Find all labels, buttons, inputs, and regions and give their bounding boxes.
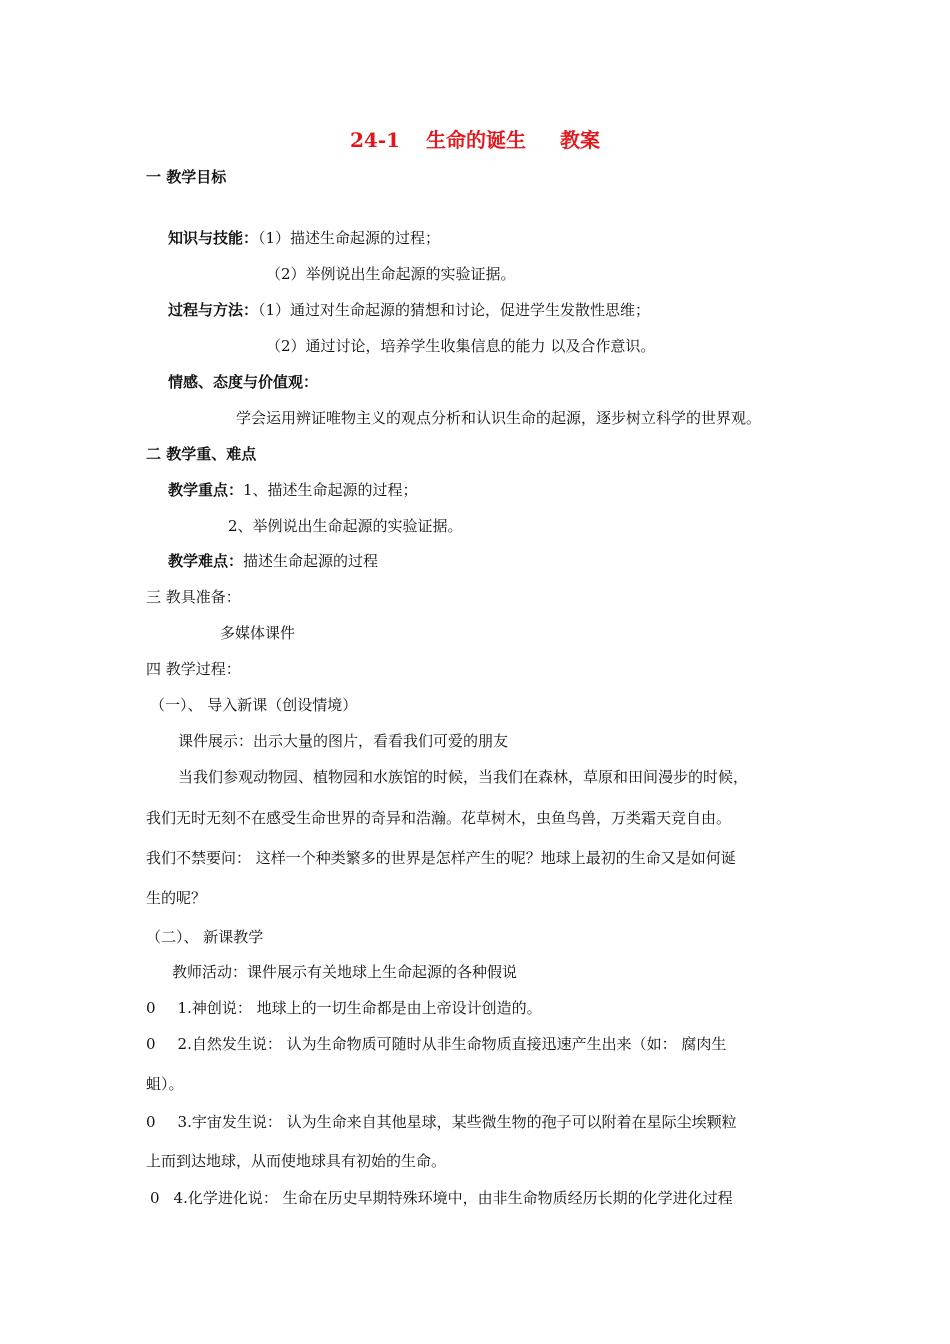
list-item-text: 1.神创说： 地球上的一切生命都是由上帝设计创造的。: [177, 999, 542, 1017]
knowledge-item-2: （2）举例说出生命起源的实验证据。: [266, 265, 516, 283]
subsection-new-lesson: （二）、 新课教学: [146, 928, 264, 946]
list-item-text: 2.自然发生说： 认为生命物质可随时从非生命物质直接迅速产生出来（如： 腐肉生: [177, 1035, 727, 1053]
list-bullet: 0: [150, 1189, 160, 1207]
knowledge-label: 知识与技能：: [168, 229, 259, 247]
knowledge-item-1: （1）描述生命起源的过程；: [258, 229, 441, 247]
list-bullet: 0: [146, 1035, 156, 1053]
paragraph-line-1: 当我们参观动物园、植物园和水族馆的时候，当我们在森林，草原和田间漫步的时候，: [178, 768, 749, 786]
process-item-2: （2）通过讨论，培养学生收集信息的能力 以及合作意识。: [266, 337, 656, 355]
hard-text: 描述生命起源的过程: [243, 552, 379, 570]
process-line-1: [168, 300, 650, 320]
list-item: [150, 1188, 733, 1208]
list-item: [146, 998, 542, 1018]
section-heading-keypoints: 二 教学重、难点: [146, 445, 257, 463]
list-item: [146, 1034, 726, 1054]
courseware-show: 课件展示：出示大量的图片，看看我们可爱的朋友: [178, 732, 509, 750]
emotion-label: 情感、态度与价值观：: [168, 373, 319, 391]
hard-label: 教学难点：: [168, 552, 244, 570]
teacher-activity: 教师活动：课件展示有关地球上生命起源的各种假说: [172, 963, 518, 981]
subsection-intro: （一）、 导入新课（创设情境）: [150, 696, 358, 714]
key-item-2: 2、举例说出生命起源的实验证据。: [228, 517, 463, 535]
hard-line: [168, 551, 378, 571]
emotion-text: 学会运用辨证唯物主义的观点分析和认识生命的起源，逐步树立科学的世界观。: [236, 409, 762, 427]
section-heading-materials: 三 教具准备：: [146, 588, 241, 606]
list-bullet: 0: [146, 999, 156, 1017]
list-bullet: 0: [146, 1113, 156, 1131]
paragraph-line-3: 我们不禁要问： 这样一个种类繁多的世界是怎样产生的呢？地球上最初的生命又是如何诞: [146, 849, 736, 867]
list-item-text: 4.化学进化说： 生命在历史早期特殊环境中，由非生命物质经历长期的化学进化过程: [173, 1189, 733, 1207]
section-heading-process: 四 教学过程：: [146, 660, 241, 678]
key-line-1: [168, 480, 418, 500]
list-item-continuation: 上而到达地球，从而使地球具有初始的生命。: [146, 1152, 447, 1170]
paragraph-line-2: 我们无时无刻不在感受生命世界的奇异和浩瀚。花草树木，虫鱼鸟兽，万类霜天竞自由。: [146, 809, 732, 827]
key-label: 教学重点：: [168, 481, 244, 499]
section-heading-objectives: 一 教学目标: [146, 168, 227, 186]
title-number: 24-1: [349, 128, 401, 152]
list-item-continuation: 蛆）。: [146, 1075, 184, 1093]
paragraph-line-4: 生的呢？: [146, 889, 207, 907]
list-item-text: 3.宇宙发生说： 认为生命来自其他星球，某些微生物的孢子可以附着在星际尘埃颗粒: [177, 1113, 737, 1131]
knowledge-line-1: [168, 228, 440, 248]
process-item-1: （1）通过对生命起源的猜想和讨论，促进学生发散性思维；: [258, 301, 651, 319]
list-item: [146, 1112, 737, 1132]
process-label: 过程与方法：: [168, 301, 259, 319]
document-title: [0, 124, 950, 153]
title-type: 教案: [560, 128, 601, 152]
title-topic: 生命的诞生: [426, 128, 527, 152]
materials-item: 多媒体课件: [220, 624, 296, 642]
key-item-1: 1、描述生命起源的过程；: [243, 481, 418, 499]
